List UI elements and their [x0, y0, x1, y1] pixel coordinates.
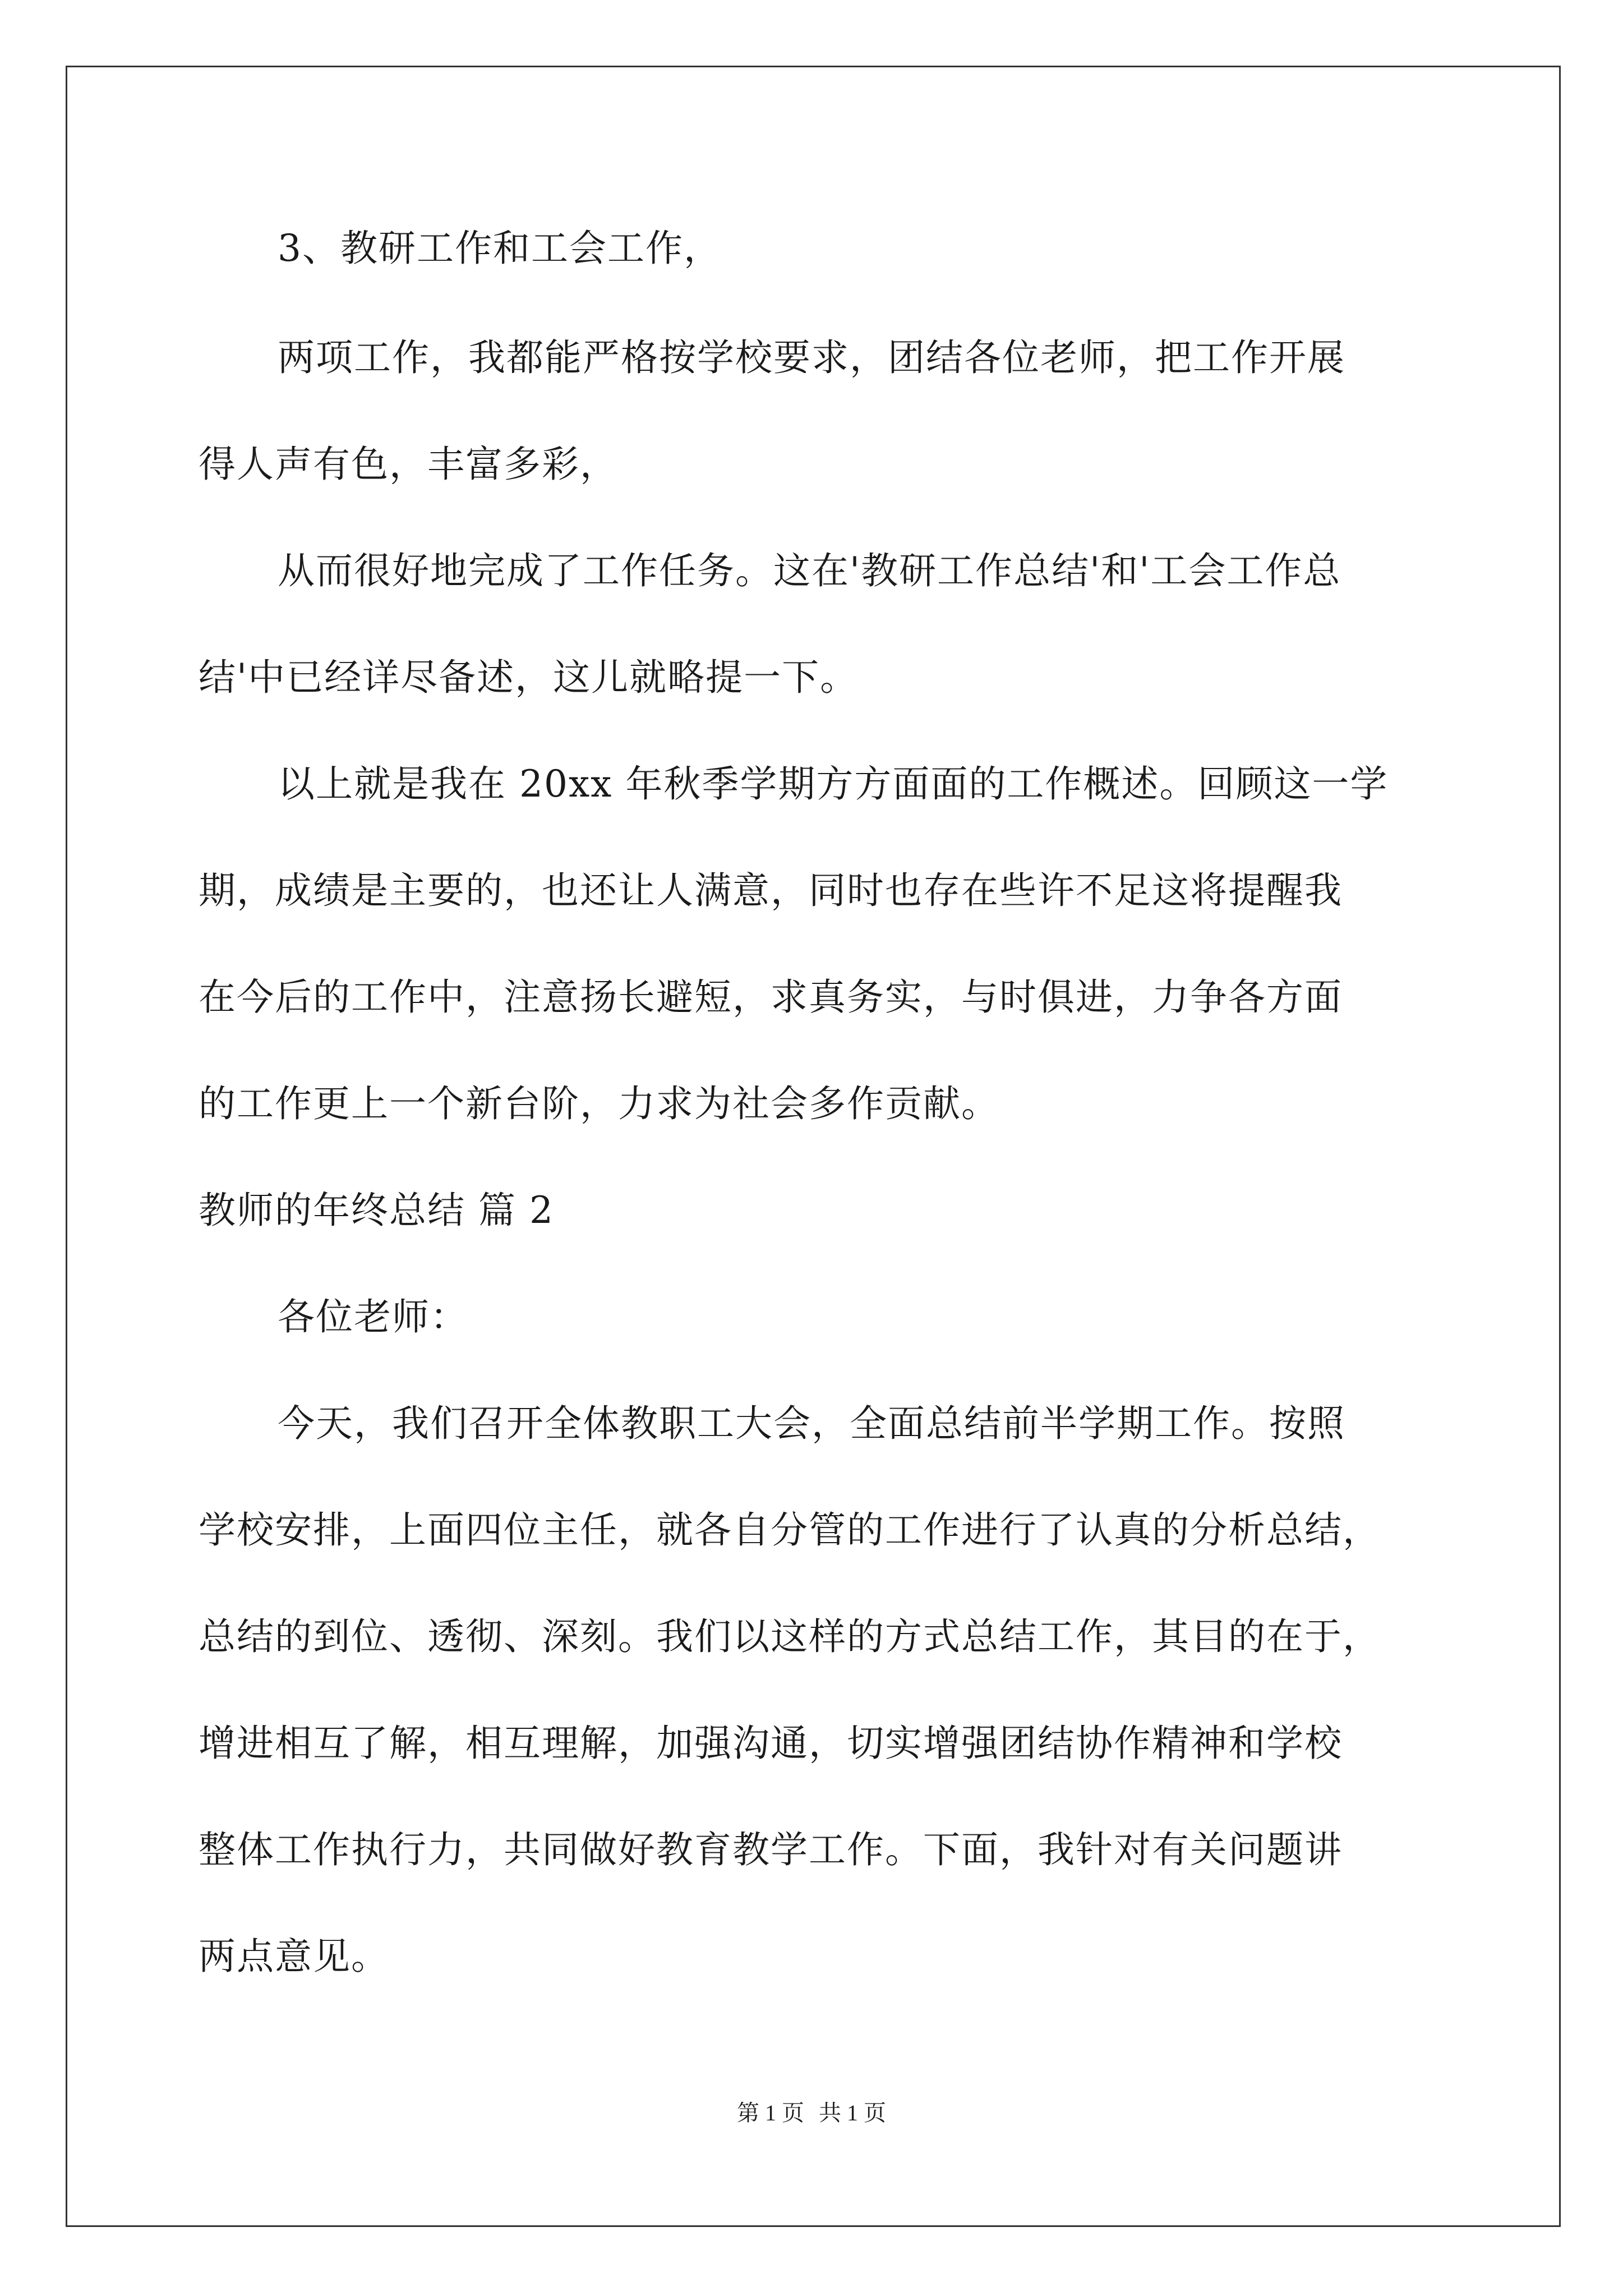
text-line: 的工作更上一个新台阶，力求为社会多作贡献。 — [199, 1082, 999, 1125]
page-number: 第 1 页 — [737, 2100, 804, 2125]
page-footer — [0, 2102, 1623, 2124]
text-line: 两点意见。 — [199, 1935, 389, 1978]
text-line: 增进相互了解，相互理解，加强沟通，切实增强团结协作精神和学校 — [199, 1722, 1343, 1765]
text-line: 两项工作，我都能严格按学校要求，团结各位老师，把工作开展 — [278, 336, 1345, 379]
text-line: 学校安排，上面四位主任，就各自分管的工作进行了认真的分析总结， — [199, 1508, 1381, 1552]
text-line: 在今后的工作中，注意扬长避短，求真务实，与时俱进，力争各方面 — [199, 976, 1343, 1019]
text-line: 总结的到位、透彻、深刻。我们以这样的方式总结工作，其目的在于， — [199, 1615, 1381, 1658]
section-heading: 教师的年终总结 篇 2 — [199, 1189, 554, 1232]
text-line: 今天，我们召开全体教职工大会，全面总结前半学期工作。按照 — [278, 1402, 1345, 1445]
text-line: 得人声有色，丰富多彩， — [199, 443, 618, 486]
text-line: 期，成绩是主要的，也还让人满意，同时也存在些许不足这将提醒我 — [199, 869, 1343, 912]
text-line: 从而很好地完成了工作任务。这在'教研工作总结'和'工会工作总 — [278, 549, 1341, 592]
text-line: 结'中已经详尽备述，这儿就略提一下。 — [199, 656, 859, 699]
text-line: 3、教研工作和工会工作， — [278, 227, 722, 270]
text-line: 整体工作执行力，共同做好教育教学工作。下面，我针对有关问题讲 — [199, 1828, 1343, 1871]
text-line: 以上就是我在 20xx 年秋季学期方方面面的工作概述。回顾这一学 — [278, 762, 1389, 806]
page-border — [66, 66, 1561, 2227]
page-total: 共 1 页 — [819, 2100, 886, 2125]
text-line: 各位老师： — [278, 1295, 468, 1338]
